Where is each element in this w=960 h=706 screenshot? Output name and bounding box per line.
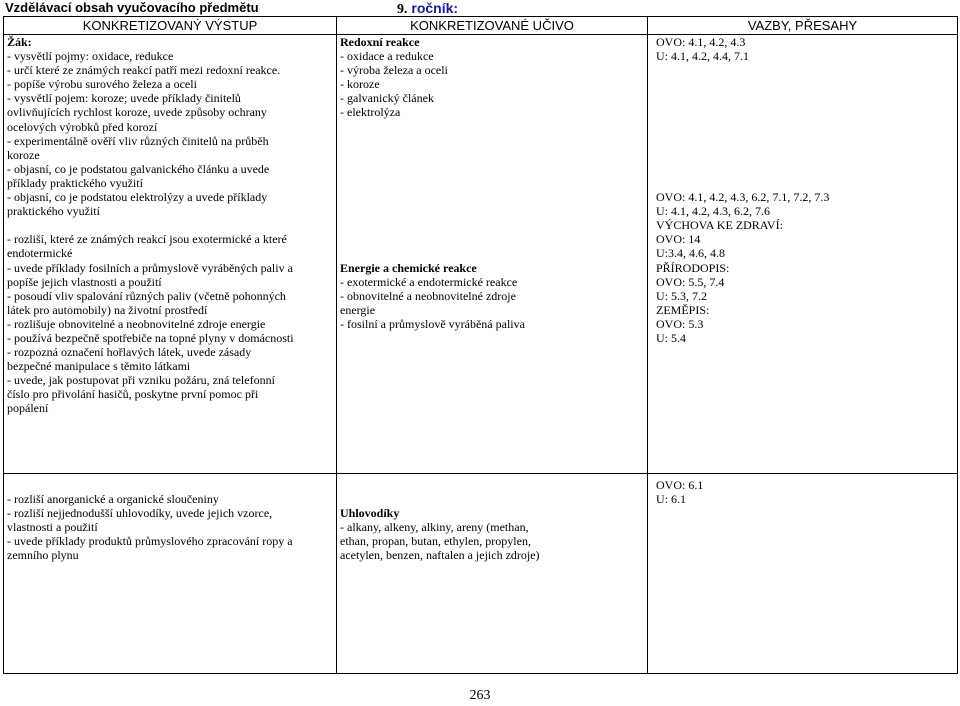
header-subject-title: Vzdělávací obsah vyučovacího předmětu — [5, 0, 259, 15]
page-header — [0, 0, 960, 17]
text-line — [340, 204, 644, 218]
text-line: - používá bezpečně spotřebiče na topné plyny v domácnosti — [7, 330, 294, 345]
grade-word: ročník: — [411, 0, 459, 16]
text-line — [340, 148, 644, 162]
text-line: - galvanický článek — [340, 91, 434, 106]
text-line: koroze — [7, 147, 40, 162]
cell-vazby — [648, 474, 958, 674]
text-line: energie — [340, 302, 376, 317]
curriculum-table — [3, 16, 958, 674]
table-row — [4, 35, 958, 474]
text-line: popálení — [7, 401, 49, 416]
section-heading: Uhlovodíky — [340, 506, 400, 521]
text-line — [340, 492, 644, 506]
text-line: - popíše výrobu surového železa a oceli — [7, 77, 197, 92]
text-line: - experimentálně ověří vliv různých činitelů na průběh — [7, 133, 269, 148]
text-line: - exotermické a endotermické reakce — [340, 274, 518, 289]
text-line — [340, 176, 644, 190]
text-line — [340, 246, 644, 260]
text-line: - rozliší anorganické a organické sloučeniny — [7, 492, 219, 506]
text-line: U: 6.1 — [656, 492, 686, 507]
text-line — [340, 232, 644, 246]
text-line: U: 4.1, 4.2, 4.4, 7.1 — [656, 49, 749, 64]
grade-number: 9. — [397, 2, 408, 17]
text-line: - rozliší nejjednodušší uhlovodíky, uvede jejich vzorce, — [7, 506, 273, 521]
text-line: - oxidace a redukce — [340, 49, 434, 64]
text-line: endotermické — [7, 246, 73, 261]
text-line: PŘÍRODOPIS: — [656, 260, 730, 275]
text-line: OVO: 5.5, 7.4 — [656, 274, 725, 289]
section-heading: Žák: — [7, 35, 32, 49]
text-line — [656, 105, 954, 119]
text-line: U: 4.1, 4.2, 4.3, 6.2, 7.6 — [656, 204, 770, 219]
text-line: - rozliší, které ze známých reakcí jsou exotermické a které — [7, 232, 287, 247]
text-line: - objasní, co je podstatou elektrolýzy a uvede příklady — [7, 190, 268, 205]
text-line — [340, 218, 644, 232]
text-line: praktického využití — [7, 204, 100, 219]
section-heading: Energie a chemické reakce — [340, 260, 477, 275]
text-line — [340, 190, 644, 204]
text-line: popíše jejich vlastnosti a použití — [7, 274, 162, 289]
column-header-ucivo: KONKRETIZOVANÉ UČIVO — [337, 17, 648, 35]
text-line: zemního plynu — [7, 548, 79, 563]
text-line: OVO: 4.1, 4.2, 4.3 — [656, 35, 746, 49]
text-line: - elektrolýza — [340, 105, 401, 120]
text-line: - posoudí vliv spalování různých paliv (včetně pohonných — [7, 288, 286, 303]
text-line: - fosilní a průmyslově vyráběná paliva — [340, 316, 525, 331]
cell-vystup — [4, 35, 337, 474]
text-line — [656, 162, 954, 176]
text-line — [656, 148, 954, 162]
text-line: VÝCHOVA KE ZDRAVÍ: — [656, 218, 783, 233]
text-line — [656, 91, 954, 105]
text-line: OVO: 4.1, 4.2, 4.3, 6.2, 7.1, 7.2, 7.3 — [656, 190, 830, 205]
cell-vazby — [648, 35, 958, 474]
text-line: acetylen, benzen, naftalen a jejich zdroje) — [340, 548, 540, 563]
text-line: OVO: 6.1 — [656, 478, 704, 492]
text-line: - rozlišuje obnovitelné a neobnovitelné zdroje energie — [7, 316, 266, 331]
text-line: ocelových výrobků před korozí — [7, 119, 158, 134]
table-row — [4, 474, 958, 674]
column-header-vystup: KONKRETIZOVANÝ VÝSTUP — [4, 17, 337, 35]
text-line — [656, 120, 954, 134]
text-line: U: 5.3, 7.2 — [656, 288, 707, 303]
text-line: vlastnosti a použití — [7, 520, 98, 535]
text-line — [656, 134, 954, 148]
text-line — [656, 176, 954, 190]
text-line: OVO: 14 — [656, 232, 701, 247]
text-line: příklady praktického využití — [7, 175, 143, 190]
text-line: ZEMĚPIS: — [656, 302, 710, 317]
text-line: - rozpozná označení hořlavých látek, uvede zásady — [7, 345, 252, 360]
text-line: ethan, propan, butan, ethylen, propylen, — [340, 534, 531, 549]
text-line: - koroze — [340, 77, 380, 92]
text-line: - výroba železa a oceli — [340, 63, 448, 78]
text-line: - vysvětlí pojem: koroze; uvede příklady činitelů — [7, 91, 241, 106]
cell-vystup — [4, 474, 337, 674]
text-line: číslo pro přivolání hasičů, poskytne první pomoc při — [7, 387, 259, 402]
text-line — [656, 77, 954, 91]
text-line: bezpečné manipulace s těmito látkami — [7, 359, 191, 374]
text-line: - vysvětlí pojmy: oxidace, redukce — [7, 49, 174, 64]
cell-ucivo — [337, 35, 648, 474]
text-line — [340, 120, 644, 134]
text-line — [340, 134, 644, 148]
text-line: látek pro automobily) na životní prostředí — [7, 302, 208, 317]
section-heading: Redoxní reakce — [340, 35, 420, 49]
text-line: OVO: 5.3 — [656, 316, 704, 331]
text-line: U:3.4, 4.6, 4.8 — [656, 246, 725, 261]
table-header-row — [4, 17, 958, 35]
text-line: - uvede příklady produktů průmyslového zpracování ropy a — [7, 534, 293, 549]
text-line: - objasní, co je podstatou galvanického článku a uvede — [7, 161, 270, 176]
text-line — [7, 218, 333, 232]
text-line: U: 5.4 — [656, 330, 686, 345]
page-number: 263 — [469, 688, 491, 703]
text-line: ovlivňujících rychlost koroze, uvede způsoby ochrany — [7, 105, 267, 120]
text-line: - určí které ze známých reakcí patří mezi redoxní reakce. — [7, 63, 281, 78]
cell-ucivo — [337, 474, 648, 674]
text-line: - uvede příklady fosilních a průmyslově vyráběných paliv a — [7, 260, 293, 275]
text-line: - uvede, jak postupovat při vzniku požáru, zná telefonní — [7, 373, 275, 388]
text-line: - alkany, alkeny, alkiny, areny (methan, — [340, 520, 529, 535]
text-line: - obnovitelné a neobnovitelné zdroje — [340, 288, 516, 303]
column-header-vazby: VAZBY, PŘESAHY — [648, 17, 958, 35]
text-line — [340, 162, 644, 176]
text-line — [656, 63, 954, 77]
